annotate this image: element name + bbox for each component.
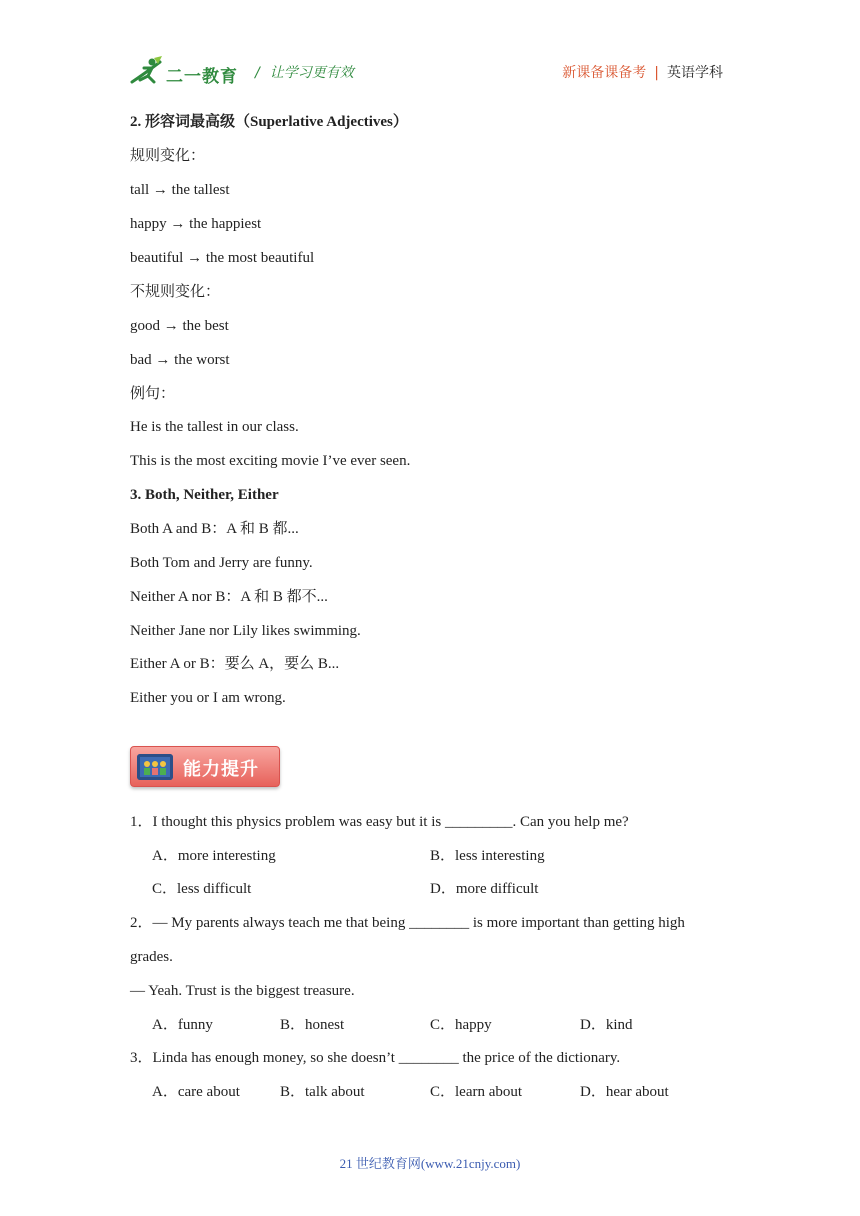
example-sentence: This is the most exciting movie I’ve ever seen. [130, 453, 411, 469]
classroom-icon [137, 754, 173, 780]
regular-item: beautiful → the most beautiful [130, 250, 315, 266]
header-separator: | [654, 65, 659, 81]
question-stem: 3．Linda has enough money, so she doesn’t ________ the price of the dictionary. [130, 1050, 621, 1066]
question-stem: 1．I thought this physics problem was easy but it is _________. Can you help me? [130, 814, 629, 830]
examples-label: 例句： [130, 386, 176, 402]
slogan-text: 让学习更有效 [269, 65, 354, 81]
irregular-item: bad → the worst [130, 352, 230, 368]
grammar-line: Either A or B：要么 A，要么 B... [130, 656, 340, 672]
slogan-slash-icon: / [255, 65, 260, 81]
question-stem: 2．— My parents always teach me that being ________ is more important than getting high [130, 915, 685, 931]
grammar-line: Neither A nor B：A 和 B 都不... [130, 589, 328, 605]
page-header [0, 0, 860, 96]
ability-section-badge [130, 746, 280, 787]
regular-item: happy → the happiest [130, 216, 262, 232]
option-d: D．more difficult [430, 881, 539, 897]
question-stem-continued: grades. [130, 949, 173, 965]
question-reply: — Yeah. Trust is the biggest treasure. [130, 983, 355, 999]
both-neither-either-heading: 3. Both, Neither, Either [130, 487, 279, 503]
logo-text: 二一教育 [166, 67, 238, 87]
badge-label: 能力提升 [183, 759, 259, 780]
option-c: C．less difficult [152, 881, 252, 897]
option-a: A．funny [152, 1017, 213, 1033]
course-label: 新课备课备考 [562, 65, 647, 81]
option-b: B．talk about [280, 1084, 365, 1100]
option-a: A．more interesting [152, 848, 276, 864]
runner-logo-icon [130, 56, 166, 88]
grammar-line: Either you or I am wrong. [130, 690, 286, 706]
grammar-line: Neither Jane nor Lily likes swimming. [130, 623, 361, 639]
grammar-line: Both A and B：A 和 B 都... [130, 521, 299, 537]
option-d: D．hear about [580, 1084, 669, 1100]
option-c: C．learn about [430, 1084, 523, 1100]
logo [130, 56, 242, 88]
option-b: B．honest [280, 1017, 345, 1033]
option-c: C．happy [430, 1017, 492, 1033]
irregular-label: 不规则变化： [130, 284, 221, 300]
page-footer: 21 世纪教育网(www.21cnjy.com) [339, 1156, 521, 1171]
option-b: B．less interesting [430, 848, 545, 864]
option-a: A．care about [152, 1084, 240, 1100]
header-course-info [562, 62, 723, 82]
grammar-line: Both Tom and Jerry are funny. [130, 555, 313, 571]
irregular-item: good → the best [130, 318, 229, 334]
slogan [255, 62, 354, 82]
subject-label: 英语学科 [667, 65, 723, 81]
regular-item: tall → the tallest [130, 182, 230, 198]
option-d: D．kind [580, 1017, 633, 1033]
superlative-heading: 2. 形容词最高级（Superlative Adjectives） [130, 114, 408, 130]
example-sentence: He is the tallest in our class. [130, 419, 299, 435]
regular-label: 规则变化： [130, 148, 206, 164]
